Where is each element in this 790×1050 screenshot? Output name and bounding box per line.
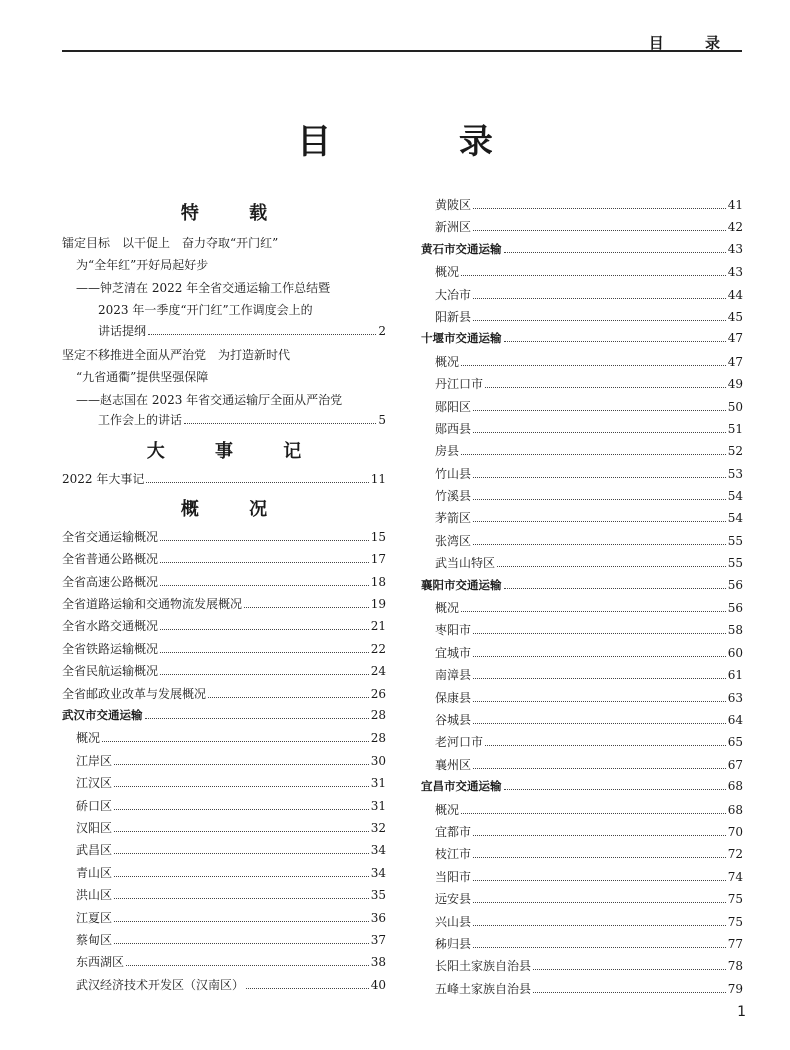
- toc-entry-title: 黄陂区: [435, 198, 472, 212]
- leader-dots: [102, 740, 369, 742]
- leader-dots: [114, 763, 369, 765]
- page-title: 目 录: [297, 122, 551, 162]
- leader-dots: [473, 700, 726, 702]
- toc-entry-page: 34: [370, 843, 386, 858]
- leader-dots: [473, 879, 726, 881]
- toc-entry-title: 丹江口市: [435, 377, 484, 392]
- toc-entry[interactable]: [421, 890, 743, 912]
- toc-entry-page: 79: [727, 981, 743, 996]
- toc-entry[interactable]: [421, 644, 743, 666]
- toc-entry-title: 江夏区: [76, 910, 113, 925]
- leader-dots: [208, 696, 369, 698]
- toc-entry[interactable]: [62, 595, 386, 617]
- toc-entry-title: 五峰土家族自治县: [435, 981, 532, 996]
- toc-entry[interactable]: [62, 774, 386, 796]
- leader-dots: [148, 333, 376, 335]
- toc-entry-title: 十堰市交通运输: [421, 331, 502, 346]
- running-header-title: 目 录: [648, 34, 738, 52]
- toc-entry-title: 秭归县: [435, 936, 472, 951]
- toc-entry[interactable]: [421, 286, 743, 308]
- toc-entry-page: 28: [370, 708, 386, 723]
- toc-entry-city[interactable]: [421, 241, 743, 263]
- toc-entry-line: 为“全年红”开好局起好步: [76, 258, 209, 273]
- toc-entry-title: 汉阳区: [76, 820, 113, 835]
- toc-entry[interactable]: [62, 886, 386, 908]
- toc-entry-title: 长阳土家族自治县: [435, 959, 532, 974]
- section-heading-chronicle: 大 事 记: [146, 440, 324, 462]
- toc-entry-page: 2: [378, 323, 386, 338]
- toc-entry-page: 65: [727, 735, 743, 750]
- toc-entry-page: 36: [370, 910, 386, 925]
- leader-dots: [473, 520, 726, 522]
- toc-entry-title: 襄阳市交通运输: [421, 577, 502, 592]
- toc-entry[interactable]: [421, 599, 743, 621]
- toc-entry-page: 31: [370, 776, 386, 791]
- leader-dots: [160, 651, 369, 653]
- toc-entry-page: 54: [727, 489, 743, 504]
- toc-entry[interactable]: [421, 980, 743, 1002]
- toc-entry-title: 枣阳市: [435, 623, 472, 638]
- toc-entry-page: 24: [370, 664, 386, 679]
- leader-dots: [114, 830, 369, 832]
- leader-dots: [461, 364, 726, 366]
- leader-dots: [533, 991, 726, 993]
- toc-entry[interactable]: [421, 823, 743, 845]
- toc-entry-title: 老河口市: [435, 735, 484, 750]
- toc-entry[interactable]: [421, 487, 743, 509]
- toc-entry-page: 72: [727, 847, 743, 862]
- toc-left-column: [62, 196, 386, 998]
- leader-dots: [114, 920, 369, 922]
- leader-dots: [473, 297, 726, 299]
- toc-entry[interactable]: [62, 752, 386, 774]
- leader-dots: [461, 274, 726, 276]
- leader-dots: [504, 587, 726, 589]
- toc-entry-page: 44: [727, 287, 743, 302]
- toc-entry[interactable]: [62, 411, 386, 433]
- toc-entry-title: 阳新县: [435, 309, 472, 324]
- toc-entry-page: 45: [727, 309, 743, 324]
- toc-entry[interactable]: [62, 864, 386, 886]
- leader-dots: [473, 767, 726, 769]
- toc-entry-title: 当阳市: [435, 869, 472, 884]
- leader-dots: [461, 610, 726, 612]
- toc-entry[interactable]: [421, 375, 743, 397]
- toc-entry-title: 全省水路交通概况: [62, 619, 159, 634]
- leader-dots: [145, 717, 369, 719]
- toc-entry[interactable]: [421, 756, 743, 778]
- section-heading-special: 特 载: [180, 203, 290, 224]
- toc-entry-title: 武昌区: [76, 843, 113, 858]
- toc-entry-page: 60: [727, 645, 743, 660]
- leader-dots: [504, 251, 726, 253]
- toc-entry-title: 全省交通运输概况: [62, 529, 159, 544]
- leader-dots: [473, 319, 726, 321]
- toc-entry-title: 工作会上的讲话: [98, 413, 183, 428]
- toc-entry[interactable]: [421, 532, 743, 554]
- toc-entry-page: 50: [727, 399, 743, 414]
- toc-entry[interactable]: [421, 509, 743, 531]
- toc-entry-page: 68: [727, 802, 743, 817]
- toc-entry-page: 54: [727, 511, 743, 526]
- toc-entry[interactable]: [421, 442, 743, 464]
- leader-dots: [184, 422, 376, 424]
- toc-entry[interactable]: [421, 957, 743, 979]
- toc-entry-page: 55: [727, 556, 743, 571]
- toc-entry-title: 宜昌市交通运输: [421, 779, 502, 794]
- leader-dots: [114, 897, 369, 899]
- toc-entry[interactable]: [421, 801, 743, 823]
- toc-entry-page: 61: [727, 668, 743, 683]
- leader-dots: [485, 386, 726, 388]
- leader-dots: [114, 942, 369, 944]
- toc-entry-page: 18: [370, 574, 386, 589]
- leader-dots: [473, 856, 726, 858]
- toc-entry-title: 房县: [435, 444, 460, 459]
- toc-entry-title: 全省普通公路概况: [62, 552, 159, 567]
- toc-entry-city[interactable]: [421, 330, 743, 352]
- toc-entry-page: 28: [370, 731, 386, 746]
- toc-entry-city[interactable]: [421, 577, 743, 599]
- leader-dots: [504, 788, 726, 790]
- toc-entry-title: 竹山县: [435, 466, 472, 481]
- leader-dots: [473, 543, 726, 545]
- toc-entry-title: 武当山特区: [435, 556, 496, 571]
- toc-entry-page: 68: [727, 779, 743, 794]
- toc-entry-line: ——赵志国在 2023 年省交通运输厅全面从严治党: [76, 392, 343, 407]
- leader-dots: [504, 340, 726, 342]
- toc-entry[interactable]: [62, 797, 386, 819]
- toc-entry-page: 56: [727, 601, 743, 616]
- leader-dots: [114, 852, 369, 854]
- toc-entry-title: 全省高速公路概况: [62, 574, 159, 589]
- toc-entry-title: 青山区: [76, 865, 113, 880]
- toc-entry-page: 35: [370, 888, 386, 903]
- toc-entry-page: 56: [727, 577, 743, 592]
- toc-entry-page: 31: [370, 798, 386, 813]
- toc-entry-title: 枝江市: [435, 847, 472, 862]
- toc-entry-title: 宜都市: [435, 824, 472, 839]
- toc-entry-title: 东西湖区: [76, 955, 125, 970]
- toc-entry-title: 2022 年大事记: [62, 471, 145, 486]
- toc-entry-title: 概况: [435, 802, 460, 817]
- toc-entry-line: 2023 年一季度“开门红”工作调度会上的: [98, 303, 313, 318]
- toc-entry[interactable]: [421, 398, 743, 420]
- leader-dots: [146, 481, 368, 483]
- toc-entry-title: 武汉经济技术开发区（汉南区）: [76, 977, 245, 992]
- toc-entry[interactable]: [421, 666, 743, 688]
- toc-entry-title: 江汉区: [76, 776, 113, 791]
- toc-entry-page: 40: [370, 977, 386, 992]
- leader-dots: [473, 632, 726, 634]
- leader-dots: [160, 628, 369, 630]
- leader-dots: [533, 968, 726, 970]
- leader-dots: [244, 606, 369, 608]
- toc-entry-title: 江岸区: [76, 753, 113, 768]
- toc-entry-title: 远安县: [435, 892, 472, 907]
- toc-entry-page: 55: [727, 533, 743, 548]
- leader-dots: [473, 498, 726, 500]
- leader-dots: [160, 539, 369, 541]
- toc-entry-title: 南漳县: [435, 668, 472, 683]
- leader-dots: [485, 744, 726, 746]
- toc-entry[interactable]: [62, 953, 386, 975]
- toc-entry-title: 武汉市交通运输: [62, 708, 143, 723]
- leader-dots: [473, 229, 726, 231]
- toc-entry-title: 大冶市: [435, 287, 472, 302]
- toc-entry-page: 38: [370, 955, 386, 970]
- toc-entry-title: 兴山县: [435, 914, 472, 929]
- leader-dots: [473, 409, 726, 411]
- leader-dots: [473, 655, 726, 657]
- toc-entry[interactable]: [421, 420, 743, 442]
- leader-dots: [160, 673, 369, 675]
- toc-entry[interactable]: [421, 913, 743, 935]
- toc-entry-title: 硚口区: [76, 798, 113, 813]
- toc-entry-title: 宜城市: [435, 645, 472, 660]
- toc-entry-page: 74: [727, 869, 743, 884]
- toc-entry-title: 洪山区: [76, 888, 113, 903]
- leader-dots: [126, 964, 369, 966]
- toc-entry[interactable]: [62, 617, 386, 639]
- toc-entry[interactable]: [421, 263, 743, 285]
- toc-entry[interactable]: [421, 621, 743, 643]
- toc-entry-page: 75: [727, 892, 743, 907]
- leader-dots: [473, 924, 726, 926]
- toc-entry-title: 概况: [435, 265, 460, 280]
- toc-entry-title: 全省民航运输概况: [62, 664, 159, 679]
- toc-entry-title: 概况: [76, 731, 101, 746]
- toc-entry[interactable]: [421, 935, 743, 957]
- toc-entry-title: 全省邮政业改革与发展概况: [62, 686, 207, 701]
- toc-entry-title: 黄石市交通运输: [421, 241, 502, 256]
- toc-entry-page: 43: [727, 241, 743, 256]
- toc-entry-line: 坚定不移推进全面从严治党 为打造新时代: [62, 347, 291, 362]
- toc-entry-title: 郧阳区: [435, 399, 472, 414]
- toc-entry-title: 蔡甸区: [76, 932, 113, 947]
- toc-entry-page: 75: [727, 914, 743, 929]
- toc-entry[interactable]: [62, 470, 386, 492]
- toc-entry-page: 19: [370, 597, 386, 612]
- toc-entry-line: ——钟芝清在 2022 年全省交通运输工作总结暨: [76, 280, 331, 295]
- toc-entry-title: 谷城县: [435, 712, 472, 727]
- leader-dots: [473, 901, 726, 903]
- toc-entry-title: 概况: [435, 601, 460, 616]
- toc-entry[interactable]: [62, 640, 386, 662]
- leader-dots: [473, 431, 726, 433]
- toc-entry[interactable]: [62, 976, 386, 998]
- toc-entry[interactable]: [421, 308, 743, 330]
- toc-entry-title: 郧西县: [435, 421, 472, 436]
- header-rule: [62, 50, 742, 52]
- toc-entry-page: 58: [727, 623, 743, 638]
- toc-entry-title: 新洲区: [435, 220, 472, 235]
- toc-entry[interactable]: [421, 711, 743, 733]
- toc-entry-page: 32: [370, 820, 386, 835]
- toc-entry[interactable]: [62, 550, 386, 572]
- toc-entry-page: 47: [727, 331, 743, 346]
- toc-entry[interactable]: [62, 841, 386, 863]
- section-heading-overview: 概 况: [180, 498, 290, 520]
- leader-dots: [473, 946, 726, 948]
- toc-entry-page: 15: [370, 529, 386, 544]
- toc-entry-page: 41: [727, 198, 743, 212]
- leader-dots: [114, 875, 369, 877]
- toc-entry-page: 37: [370, 932, 386, 947]
- toc-entry[interactable]: [62, 729, 386, 751]
- toc-entry-city[interactable]: [62, 707, 386, 729]
- toc-entry[interactable]: [421, 353, 743, 375]
- leader-dots: [473, 207, 726, 209]
- toc-entry-city[interactable]: [421, 778, 743, 800]
- leader-dots: [160, 584, 369, 586]
- toc-entry-page: 67: [727, 757, 743, 772]
- toc-entry-page: 47: [727, 354, 743, 369]
- toc-entry-title: 讲话提纲: [98, 323, 147, 338]
- toc-entry-title: 竹溪县: [435, 489, 472, 504]
- toc-entry-page: 5: [378, 413, 386, 428]
- toc-entry[interactable]: [421, 196, 743, 218]
- toc-entry-title: 张湾区: [435, 533, 472, 548]
- toc-entry-page: 51: [727, 421, 743, 436]
- toc-entry[interactable]: [421, 218, 743, 240]
- toc-entry-page: 53: [727, 466, 743, 481]
- toc-entry-page: 21: [370, 619, 386, 634]
- toc-entry-page: 30: [370, 753, 386, 768]
- toc-entry-title: 概况: [435, 354, 460, 369]
- toc-entry-page: 42: [727, 220, 743, 235]
- toc-entry-page: 34: [370, 865, 386, 880]
- toc-entry-page: 11: [370, 471, 386, 486]
- leader-dots: [160, 561, 369, 563]
- toc-entry[interactable]: [62, 819, 386, 841]
- toc-entry-page: 70: [727, 824, 743, 839]
- toc-entry-line: 镭定目标 以干促上 奋力夺取“开门红”: [62, 236, 279, 250]
- toc-entry[interactable]: [421, 733, 743, 755]
- toc-entry[interactable]: [421, 845, 743, 867]
- toc-entry[interactable]: [62, 528, 386, 550]
- toc-entry[interactable]: [62, 909, 386, 931]
- toc-entry[interactable]: [62, 685, 386, 707]
- toc-entry[interactable]: [421, 689, 743, 711]
- toc-entry[interactable]: [62, 662, 386, 684]
- toc-entry[interactable]: [62, 573, 386, 595]
- toc-entry-title: 襄州区: [435, 757, 472, 772]
- toc-entry[interactable]: [421, 465, 743, 487]
- leader-dots: [473, 834, 726, 836]
- toc-entry[interactable]: [421, 868, 743, 890]
- leader-dots: [497, 565, 726, 567]
- toc-entry-page: 49: [727, 377, 743, 392]
- toc-entry-page: 26: [370, 686, 386, 701]
- page-number: 1: [737, 1004, 746, 1020]
- leader-dots: [461, 812, 726, 814]
- toc-entry-page: 77: [727, 936, 743, 951]
- toc-entry[interactable]: [421, 554, 743, 576]
- toc-entry[interactable]: [62, 322, 386, 344]
- toc-entry-page: 17: [370, 552, 386, 567]
- toc-entry-title: 全省道路运输和交通物流发展概况: [62, 597, 243, 612]
- leader-dots: [473, 722, 726, 724]
- toc-entry-title: 全省铁路运输概况: [62, 641, 159, 656]
- leader-dots: [473, 476, 726, 478]
- leader-dots: [114, 785, 369, 787]
- leader-dots: [461, 453, 726, 455]
- leader-dots: [114, 808, 369, 810]
- toc-entry-line: “九省通衢”提供坚强保障: [76, 370, 209, 385]
- toc-entry-page: 64: [727, 712, 743, 727]
- leader-dots: [473, 677, 726, 679]
- toc-right-column: [421, 196, 743, 1002]
- toc-entry[interactable]: [62, 931, 386, 953]
- toc-entry-page: 78: [727, 959, 743, 974]
- toc-entry-page: 22: [370, 641, 386, 656]
- leader-dots: [246, 987, 369, 989]
- toc-entry-page: 52: [727, 444, 743, 459]
- toc-entry-title: 茅箭区: [435, 511, 472, 526]
- toc-entry-page: 63: [727, 690, 743, 705]
- toc-entry-page: 43: [727, 265, 743, 280]
- toc-entry-title: 保康县: [435, 690, 472, 705]
